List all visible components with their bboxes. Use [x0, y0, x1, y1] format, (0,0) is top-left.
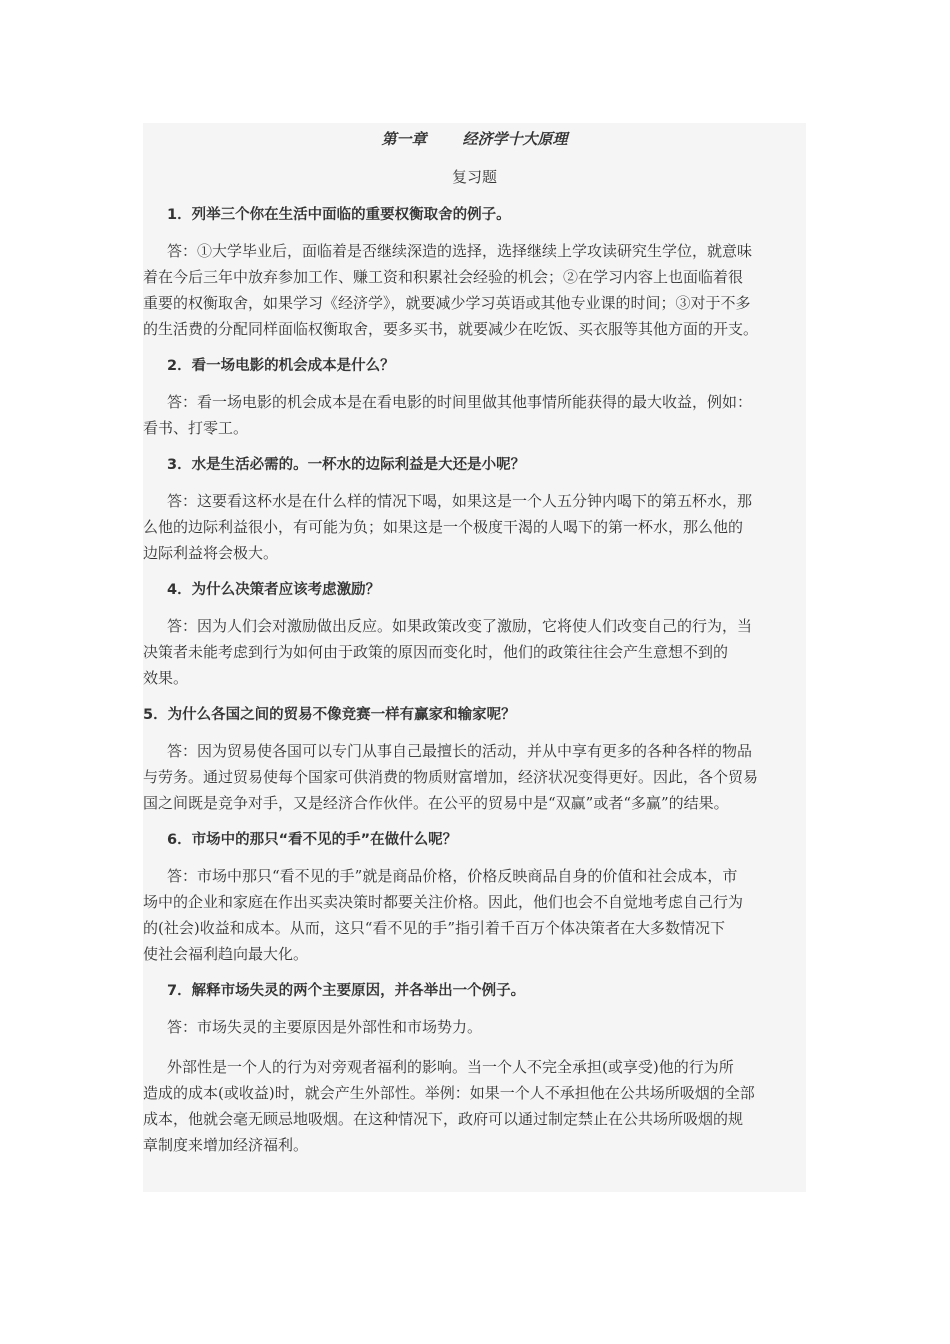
answer-6	[143, 863, 818, 967]
answer-line: 答：因为贸易使各国可以专门从事自己最擅长的活动，并从中享有更多的各种各样的物品	[167, 742, 753, 760]
question-6: 6．市场中的那只“看不见的手”在做什么呢？	[167, 832, 458, 848]
answer-line: 效果。	[143, 669, 189, 687]
section-title: 复习题	[451, 168, 497, 186]
answer-line: 答：①大学毕业后，面临着是否继续深造的选择，选择继续上学攻读研究生学位，就意味	[167, 242, 753, 260]
answer-line: 边际利益将会极大。	[143, 544, 279, 562]
externality-paragraph	[143, 1054, 818, 1158]
answer-line: 答：这要看这杯水是在什么样的情况下喝，如果这是一个人五分钟内喝下的第五杯水，那	[167, 492, 753, 510]
answer-line: 答：看一场电影的机会成本是在看电影的时间里做其他事情所能获得的最大收益，例如：	[167, 393, 753, 411]
answer-3	[143, 488, 818, 566]
answer-4	[143, 613, 818, 691]
answer-1	[143, 238, 818, 342]
answer-line: 的(社会)收益和成本。从而，这只“看不见的手”指引着千百万个体决策者在大多数情况下	[143, 919, 726, 937]
answer-2	[143, 389, 818, 441]
document-body	[143, 123, 818, 1158]
question-1: 1．列举三个你在生活中面临的重要权衡取舍的例子。	[167, 207, 511, 223]
answer-line: 着在今后三年中放弃参加工作、赚工资和积累社会经验的机会；②在学习内容上也面临着很	[143, 268, 744, 286]
answer-line: 的生活费的分配同样面临权衡取舍，要多买书，就要减少在吃饭、买衣服等其他方面的开支。	[143, 320, 759, 338]
answer-line: 重要的权衡取舍，如果学习《经济学》，就要减少学习英语或其他专业课的时间；③对于不多	[143, 294, 751, 312]
answer-line: 国之间既是竞争对手，又是经济合作伙伴。在公平的贸易中是“双赢”或者“多赢”的结果。	[143, 794, 729, 812]
question-3: 3．水是生活必需的。一杯水的边际利益是大还是小呢？	[167, 457, 526, 473]
answer-line: 看书、打零工。	[143, 419, 249, 437]
paragraph-line: 成本，他就会毫无顾忌地吸烟。在这种情况下，政府可以通过制定禁止在公共场所吸烟的规	[143, 1110, 744, 1128]
chapter-title	[143, 127, 818, 151]
paragraph-line: 造成的成本(或收益)时，就会产生外部性。举例：如果一个人不承担他在公共场所吸烟的全部	[143, 1084, 755, 1102]
chapter-name: 经济学十大原理	[462, 130, 568, 148]
question-4: 4．为什么决策者应该考虑激励？	[167, 582, 381, 598]
chapter-number: 第一章	[381, 130, 427, 148]
answer-line: 决策者未能考虑到行为如何由于政策的原因而变化时，他们的政策往往会产生意想不到的	[143, 643, 729, 661]
answer-7	[143, 1014, 818, 1040]
answer-line: 答：市场失灵的主要原因是外部性和市场势力。	[167, 1018, 483, 1036]
answer-line: 使社会福利趋向最大化。	[143, 945, 309, 963]
answer-5	[143, 738, 818, 816]
question-2: 2．看一场电影的机会成本是什么？	[167, 358, 395, 374]
answer-line: 答：市场中那只“看不见的手”就是商品价格，价格反映商品自身的价值和社会成本，市	[167, 867, 738, 885]
paragraph-line: 章制度来增加经济福利。	[143, 1136, 309, 1154]
question-5: 5．为什么各国之间的贸易不像竞赛一样有赢家和输家呢？	[143, 707, 516, 723]
answer-line: 场中的企业和家庭在作出买卖决策时都要关注价格。因此，他们也会不自觉地考虑自己行为	[143, 893, 744, 911]
paragraph-line: 外部性是一个人的行为对旁观者福利的影响。当一个人不完全承担(或享受)他的行为所	[167, 1058, 734, 1076]
answer-line: 与劳务。通过贸易使每个国家可供消费的物质财富增加，经济状况变得更好。因此，各个贸易	[143, 768, 759, 786]
answer-line: 么他的边际利益很小，有可能为负；如果这是一个极度干渴的人喝下的第一杯水，那么他的	[143, 518, 744, 536]
question-7: 7．解释市场失灵的两个主要原因，并各举出一个例子。	[167, 983, 526, 999]
answer-line: 答：因为人们会对激励做出反应。如果政策改变了激励，它将使人们改变自己的行为，当	[167, 617, 753, 635]
